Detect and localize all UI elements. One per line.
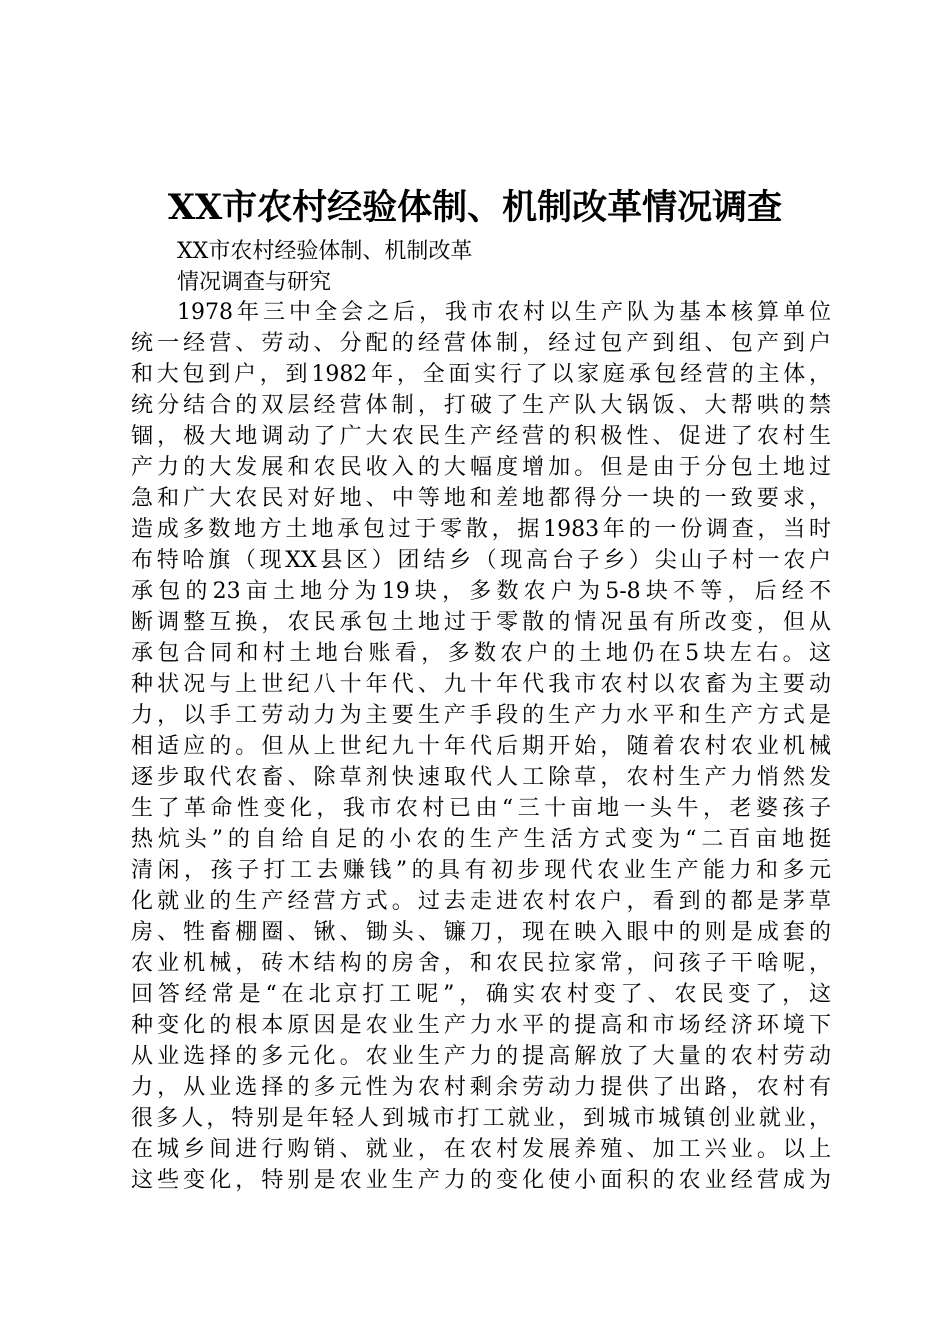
body-line: 力，从业选择的多元性为农村剩余劳动力提供了出路，农村有 (131, 1075, 831, 1100)
body-line: 和大包到户，到1982年，全面实行了以家庭承包经营的主体， (131, 362, 831, 387)
body-line: 生了革命性变化，我市农村已由“三十亩地一头牛，老婆孩子 (131, 796, 831, 821)
body-line: 热炕头”的自给自足的小农的生产生活方式变为“二百亩地挺 (131, 827, 831, 852)
body-line: 回答经常是“在北京打工呢”，确实农村变了、农民变了，这 (131, 982, 831, 1007)
body-line: 这些变化，特别是农业生产力的变化使小面积的农业经营成为 (131, 1168, 831, 1193)
body-line: 化就业的生产经营方式。过去走进农村农户，看到的都是茅草 (131, 889, 831, 914)
body-line: 统分结合的双层经营体制，打破了生产队大锅饭、大帮哄的禁 (131, 393, 831, 418)
body-line: 锢，极大地调动了广大农民生产经营的积极性、促进了农村生 (131, 424, 831, 449)
body-line: 承包合同和村土地台账看，多数农户的土地仍在5块左右。这 (131, 641, 831, 666)
body-line: 房、牲畜棚圈、锹、锄头、镰刀，现在映入眼中的则是成套的 (131, 920, 831, 945)
body-line: 种状况与上世纪八十年代、九十年代我市农村以农畜为主要动 (131, 672, 831, 697)
body-line: 逐步取代农畜、除草剂快速取代人工除草，农村生产力悄然发 (131, 765, 831, 790)
body-line: 很多人，特别是年轻人到城市打工就业，到城市城镇创业就业， (131, 1106, 831, 1131)
body-line: 断调整互换，农民承包土地过于零散的情况虽有所改变，但从 (131, 610, 831, 635)
body-line: 统一经营、劳动、分配的经营体制，经过包产到组、包产到户 (131, 331, 831, 356)
body-line: 造成多数地方土地承包过于零散，据1983年的一份调查，当时 (131, 517, 831, 542)
body-line: 从业选择的多元化。农业生产力的提高解放了大量的农村劳动 (131, 1044, 831, 1069)
body-line: 相适应的。但从上世纪九十年代后期开始，随着农村农业机械 (131, 734, 831, 759)
subtitle-line-1: XX市农村经验体制、机制改革 (177, 239, 473, 264)
body-paragraph (131, 297, 831, 1196)
body-line: 农业机械，砖木结构的房舍，和农民拉家常，问孩子干啥呢， (131, 951, 831, 976)
document-title: XX市农村经验体制、机制改革情况调查 (167, 187, 783, 228)
body-line: 急和广大农民对好地、中等地和差地都得分一块的一致要求， (131, 486, 831, 511)
body-line: 布特哈旗（现XX县区）团结乡（现高台子乡）尖山子村一农户 (131, 548, 831, 573)
subtitle-line-2: 情况调查与研究 (177, 270, 332, 295)
body-line: 力，以手工劳动力为主要生产手段的生产力水平和生产方式是 (131, 703, 831, 728)
body-line: 在城乡间进行购销、就业，在农村发展养殖、加工兴业。以上 (131, 1137, 831, 1162)
body-line: 产力的大发展和农民收入的大幅度增加。但是由于分包土地过 (131, 455, 831, 480)
body-line: 种变化的根本原因是农业生产力水平的提高和市场经济环境下 (131, 1013, 831, 1038)
body-line: 1978年三中全会之后，我市农村以生产队为基本核算单位 (177, 300, 831, 325)
body-line: 承包的23亩土地分为19块，多数农户为5-8块不等，后经不 (131, 579, 831, 604)
body-line: 清闲，孩子打工去赚钱”的具有初步现代农业生产能力和多元 (131, 858, 831, 883)
